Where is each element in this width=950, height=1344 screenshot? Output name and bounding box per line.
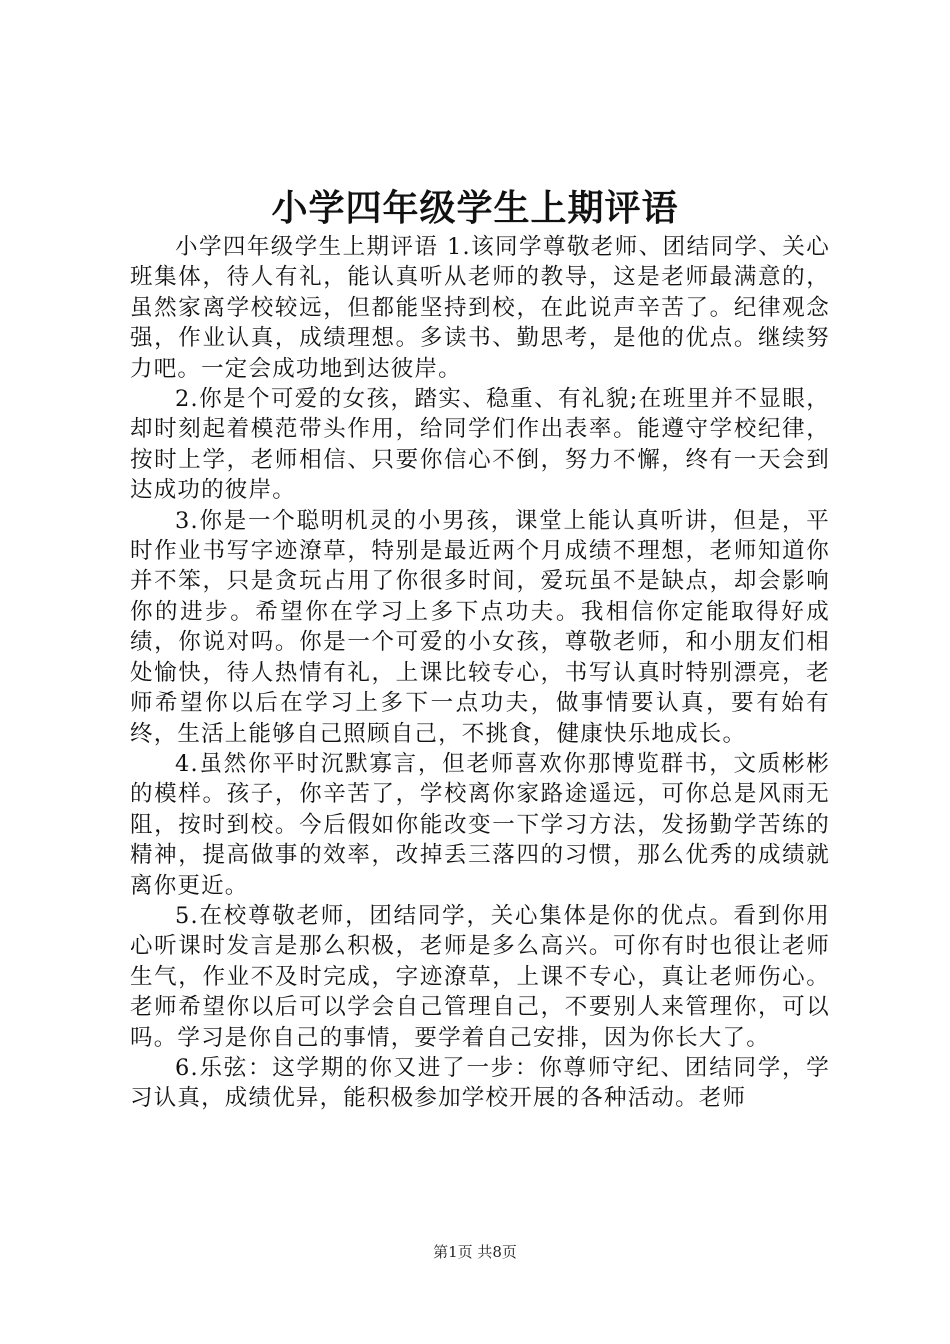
paragraph-6: 6.乐弦：这学期的你又进了一步：你尊师守纪、团结同学，学习认真，成绩优异，能积极参加学校开展的各种活动。老师 (130, 1054, 830, 1112)
paragraph-2: 2.你是个可爱的女孩，踏实、稳重、有礼貌;在班里并不显眼，却时刻起着模范带头作用，给同学们作出表率。能遵守学校纪律，按时上学，老师相信、只要你信心不倒，努力不懈，终有一天会到达成功的彼岸。 (130, 386, 830, 504)
paragraph-1: 小学四年级学生上期评语 1.该同学尊敬老师、团结同学、关心班集体，待人有礼，能认真听从老师的教导，这是老师最满意的，虽然家离学校较远，但都能坚持到校，在此说声辛苦了。纪律观念强，作业认真，成绩理想。多读书、勤思考，是他的优点。继续努力吧。一定会成功地到达彼岸。 (130, 234, 830, 382)
paragraph-4: 4.虽然你平时沉默寡言，但老师喜欢你那博览群书，文质彬彬的模样。孩子，你辛苦了，学校离你家路途遥远，可你总是风雨无阻，按时到校。今后假如你能改变一下学习方法，发扬勤学苦练的精神，提高做事的效率，改掉丢三落四的习惯，那么优秀的成绩就离你更近。 (130, 750, 830, 899)
page-footer: 第1页 共8页 (433, 1243, 517, 1261)
document-body (130, 232, 830, 1114)
paragraph-3: 3.你是一个聪明机灵的小男孩，课堂上能认真听讲，但是，平时作业书写字迹潦草，特别是最近两个月成绩不理想，老师知道你并不笨，只是贪玩占用了你很多时间，爱玩虽不是缺点，却会影响你的进步。希望你在学习上多下点功夫。我相信你定能取得好成绩，你说对吗。你是一个可爱的小女孩，尊敬老师，和小朋友们相处愉快，待人热情有礼，上课比较专心，书写认真时特别漂亮，老师希望你以后在学习上多下一点功夫，做事情要认真，要有始有终，生活上能够自己照顾自己，不挑食，健康快乐地成长。 (130, 507, 830, 747)
document-title: 小学四年级学生上期评语 (271, 187, 679, 229)
paragraph-5: 5.在校尊敬老师，团结同学，关心集体是你的优点。看到你用心听课时发言是那么积极，老师是多么高兴。可你有时也很让老师生气，作业不及时完成，字迹潦草，上课不专心，真让老师伤心。老师希望你以后可以学会自己管理自己，不要别人来管理你，可以吗。学习是你自己的事情，要学着自己安排，因为你长大了。 (130, 902, 830, 1051)
